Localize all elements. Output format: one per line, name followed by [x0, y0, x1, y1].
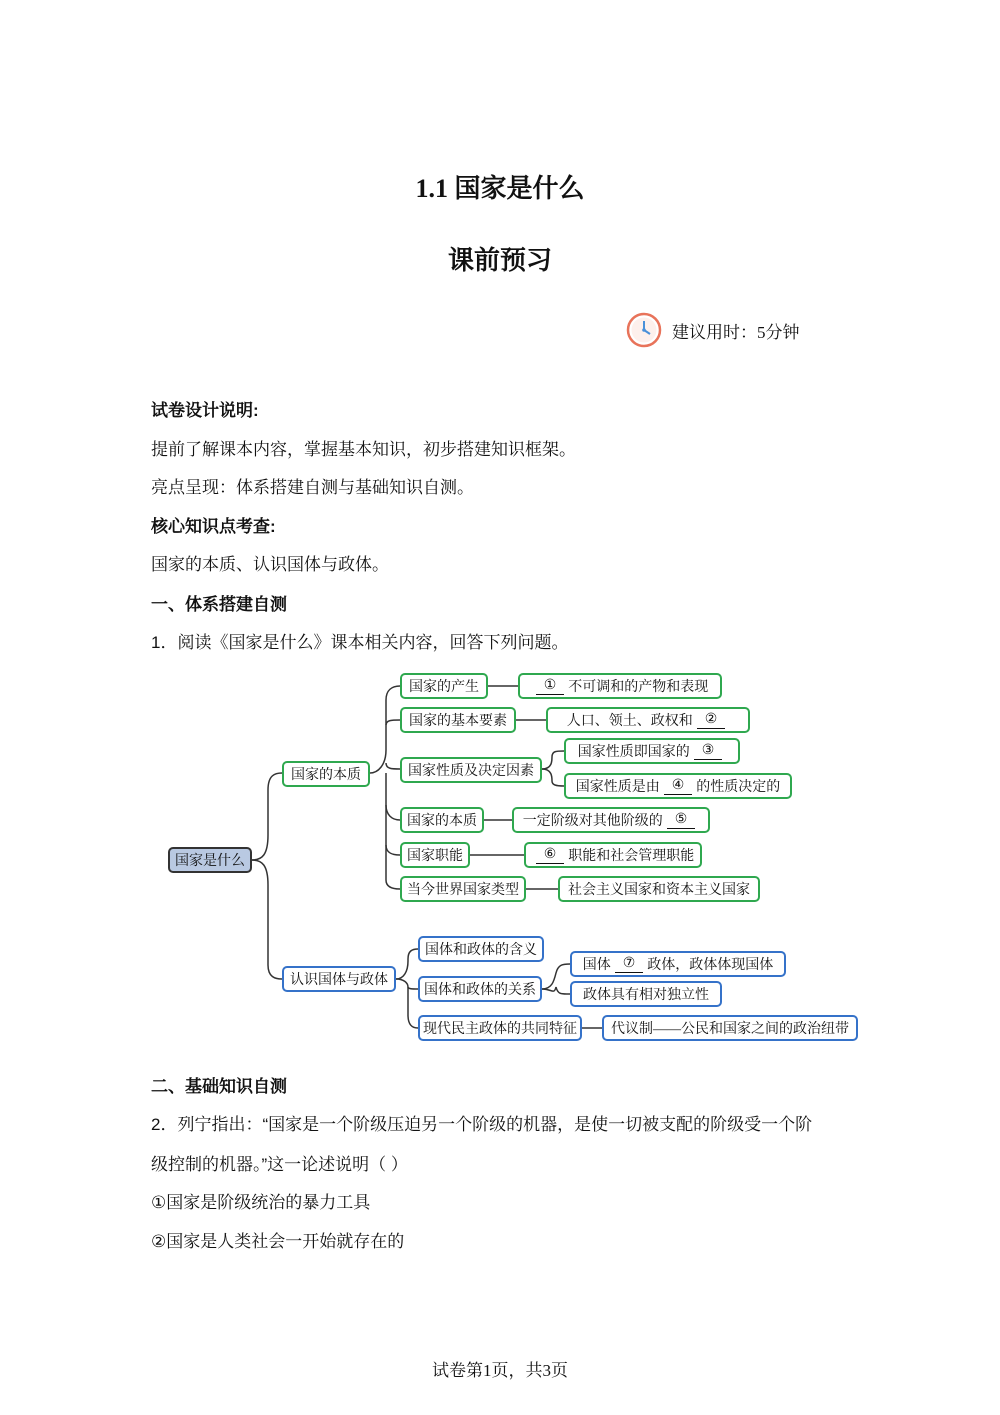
leaf-state-nature-1: [564, 738, 740, 764]
design-heading: 试卷设计说明:: [151, 401, 259, 420]
blank-6: ⑥: [536, 847, 565, 864]
leaf-text: 人口、领土、政权和: [566, 714, 693, 729]
leaf-text-tail: 政体，政体体现国体: [647, 958, 774, 973]
section-1-heading: 一、体系搭建自测: [151, 595, 287, 614]
core-heading: 核心知识点考查:: [151, 517, 276, 536]
blank-7: ⑦: [615, 956, 644, 973]
branch-state-system: 认识国体与政体: [282, 966, 396, 992]
document-title: 1.1 国家是什么: [415, 174, 585, 203]
question-2-line-2: 级控制的机器。”这一论述说明（ ）: [151, 1155, 408, 1174]
leaf-state-elements: [546, 707, 750, 733]
mindmap-root: 国家是什么: [168, 847, 252, 873]
mind-map: [160, 665, 860, 1047]
leaf-state-nature-2: [564, 773, 792, 799]
leaf-text: 国体: [582, 958, 611, 973]
section-subtitle: 课前预习: [447, 246, 552, 275]
blank-2: ②: [697, 712, 726, 729]
time-hint-text: 建议用时：5分钟: [672, 322, 800, 342]
leaf-democracy-features: 代议制——公民和国家之间的政治纽带: [602, 1015, 858, 1041]
node-state-essence: 国家的本质: [400, 807, 484, 833]
question-2-line-1: 2．列宁指出：“国家是一个阶级压迫另一个阶级的机器，是使一切被支配的阶级受一个阶: [151, 1115, 813, 1134]
branch-state-essence: 国家的本质: [282, 761, 370, 787]
blank-1: ①: [536, 678, 565, 695]
leaf-system-relation-1: [570, 951, 786, 977]
clock-icon: [626, 312, 662, 348]
node-state-functions: 国家职能: [400, 842, 470, 868]
node-democracy-features: 现代民主政体的共同特征: [418, 1015, 582, 1041]
leaf-text: 国家性质是由: [575, 780, 660, 795]
option-1: ①国家是阶级统治的暴力工具: [151, 1193, 371, 1212]
section-2-heading: 二、基础知识自测: [151, 1077, 287, 1096]
leaf-system-relation-2: 政体具有相对独立性: [570, 981, 722, 1007]
leaf-text: 一定阶级对其他阶级的: [522, 814, 663, 829]
node-state-types: 当今世界国家类型: [400, 876, 526, 902]
option-2: ②国家是人类社会一开始就存在的: [151, 1232, 405, 1251]
leaf-state-essence: [512, 807, 710, 833]
node-state-elements: 国家的基本要素: [400, 707, 516, 733]
node-system-relation: 国体和政体的关系: [418, 976, 542, 1002]
leaf-text: 职能和社会管理职能: [568, 849, 695, 864]
page-footer: 试卷第1页，共3页: [432, 1361, 568, 1380]
blank-4: ④: [664, 778, 693, 795]
leaf-text: 不可调和的产物和表现: [568, 680, 709, 695]
leaf-state-functions: [524, 842, 702, 868]
time-hint: [626, 312, 800, 348]
node-system-meaning: 国体和政体的含义: [418, 936, 544, 962]
leaf-text-tail: 的性质决定的: [696, 780, 781, 795]
leaf-state-origin: [518, 673, 722, 699]
blank-5: ⑤: [667, 812, 696, 829]
leaf-text: 国家性质即国家的: [577, 745, 690, 760]
node-state-nature: 国家性质及决定因素: [400, 757, 542, 783]
design-line-2: 亮点呈现：体系搭建自测与基础知识自测。: [151, 478, 474, 497]
question-1: 1．阅读《国家是什么》课本相关内容，回答下列问题。: [151, 633, 569, 652]
core-line: 国家的本质、认识国体与政体。: [151, 555, 389, 574]
node-state-origin: 国家的产生: [400, 673, 488, 699]
leaf-state-types: 社会主义国家和资本主义国家: [558, 876, 760, 902]
design-line-1: 提前了解课本内容，掌握基本知识，初步搭建知识框架。: [151, 440, 576, 459]
blank-3: ③: [694, 743, 723, 760]
